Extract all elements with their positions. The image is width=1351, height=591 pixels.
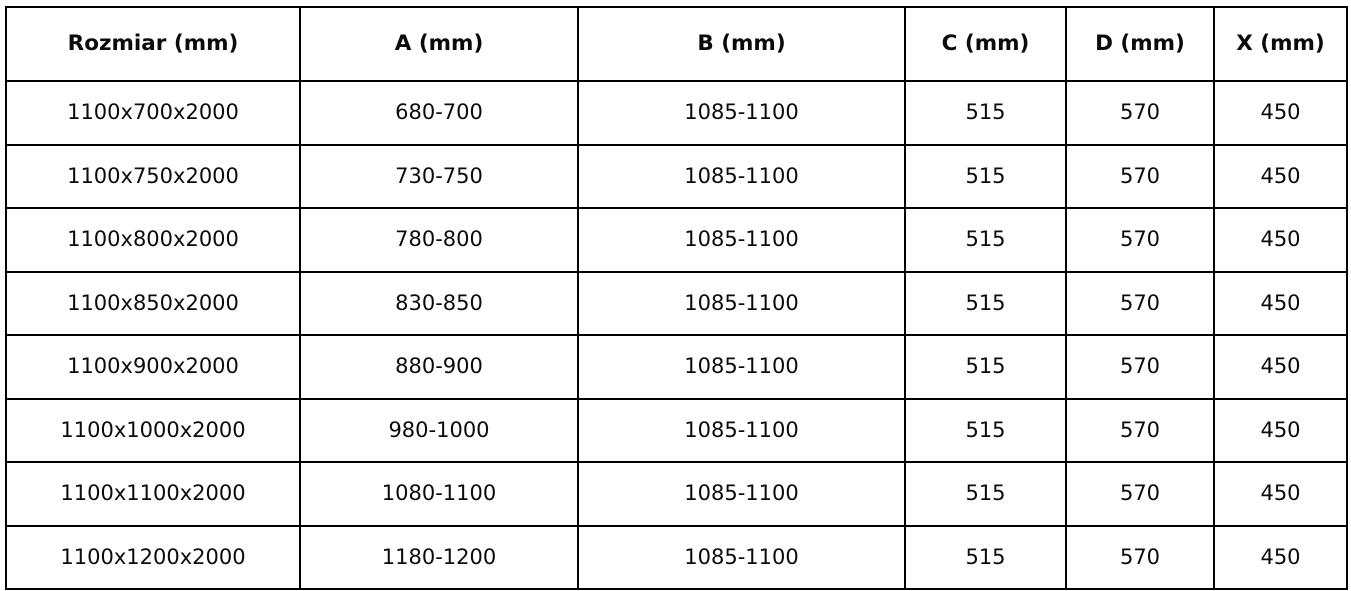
cell-d: 570: [1066, 208, 1214, 272]
cell-d: 570: [1066, 526, 1214, 590]
cell-x: 450: [1214, 335, 1347, 399]
cell-d: 570: [1066, 462, 1214, 526]
cell-b: 1085-1100: [578, 335, 905, 399]
dimensions-table: [5, 6, 1348, 590]
cell-rozmiar: 1100x1000x2000: [6, 399, 300, 463]
table-row: [6, 462, 1347, 526]
cell-rozmiar: 1100x700x2000: [6, 81, 300, 145]
cell-d: 570: [1066, 335, 1214, 399]
cell-c: 515: [905, 335, 1066, 399]
cell-b: 1085-1100: [578, 145, 905, 209]
cell-c: 515: [905, 526, 1066, 590]
cell-d: 570: [1066, 399, 1214, 463]
cell-c: 515: [905, 145, 1066, 209]
cell-a: 1080-1100: [300, 462, 578, 526]
cell-b: 1085-1100: [578, 526, 905, 590]
table-row: [6, 272, 1347, 336]
cell-x: 450: [1214, 462, 1347, 526]
column-header-b: B (mm): [578, 7, 905, 81]
table-header-row: [6, 7, 1347, 81]
cell-b: 1085-1100: [578, 81, 905, 145]
table-row: [6, 526, 1347, 590]
cell-d: 570: [1066, 145, 1214, 209]
cell-a: 680-700: [300, 81, 578, 145]
table-row: [6, 399, 1347, 463]
cell-d: 570: [1066, 81, 1214, 145]
cell-x: 450: [1214, 272, 1347, 336]
table-header: [6, 7, 1347, 81]
cell-c: 515: [905, 208, 1066, 272]
cell-b: 1085-1100: [578, 208, 905, 272]
cell-rozmiar: 1100x1200x2000: [6, 526, 300, 590]
cell-a: 730-750: [300, 145, 578, 209]
cell-b: 1085-1100: [578, 462, 905, 526]
cell-a: 880-900: [300, 335, 578, 399]
cell-d: 570: [1066, 272, 1214, 336]
cell-a: 1180-1200: [300, 526, 578, 590]
column-header-d: D (mm): [1066, 7, 1214, 81]
cell-a: 830-850: [300, 272, 578, 336]
cell-x: 450: [1214, 81, 1347, 145]
table-row: [6, 145, 1347, 209]
column-header-c: C (mm): [905, 7, 1066, 81]
cell-b: 1085-1100: [578, 399, 905, 463]
cell-a: 980-1000: [300, 399, 578, 463]
column-header-a: A (mm): [300, 7, 578, 81]
cell-x: 450: [1214, 526, 1347, 590]
cell-c: 515: [905, 272, 1066, 336]
table-row: [6, 208, 1347, 272]
cell-c: 515: [905, 399, 1066, 463]
column-header-rozmiar: Rozmiar (mm): [6, 7, 300, 81]
cell-b: 1085-1100: [578, 272, 905, 336]
cell-rozmiar: 1100x1100x2000: [6, 462, 300, 526]
cell-rozmiar: 1100x900x2000: [6, 335, 300, 399]
cell-rozmiar: 1100x850x2000: [6, 272, 300, 336]
cell-x: 450: [1214, 399, 1347, 463]
cell-a: 780-800: [300, 208, 578, 272]
table-body: [6, 81, 1347, 589]
cell-c: 515: [905, 462, 1066, 526]
cell-x: 450: [1214, 208, 1347, 272]
table-row: [6, 335, 1347, 399]
cell-c: 515: [905, 81, 1066, 145]
table-row: [6, 81, 1347, 145]
cell-x: 450: [1214, 145, 1347, 209]
column-header-x: X (mm): [1214, 7, 1347, 81]
cell-rozmiar: 1100x800x2000: [6, 208, 300, 272]
cell-rozmiar: 1100x750x2000: [6, 145, 300, 209]
